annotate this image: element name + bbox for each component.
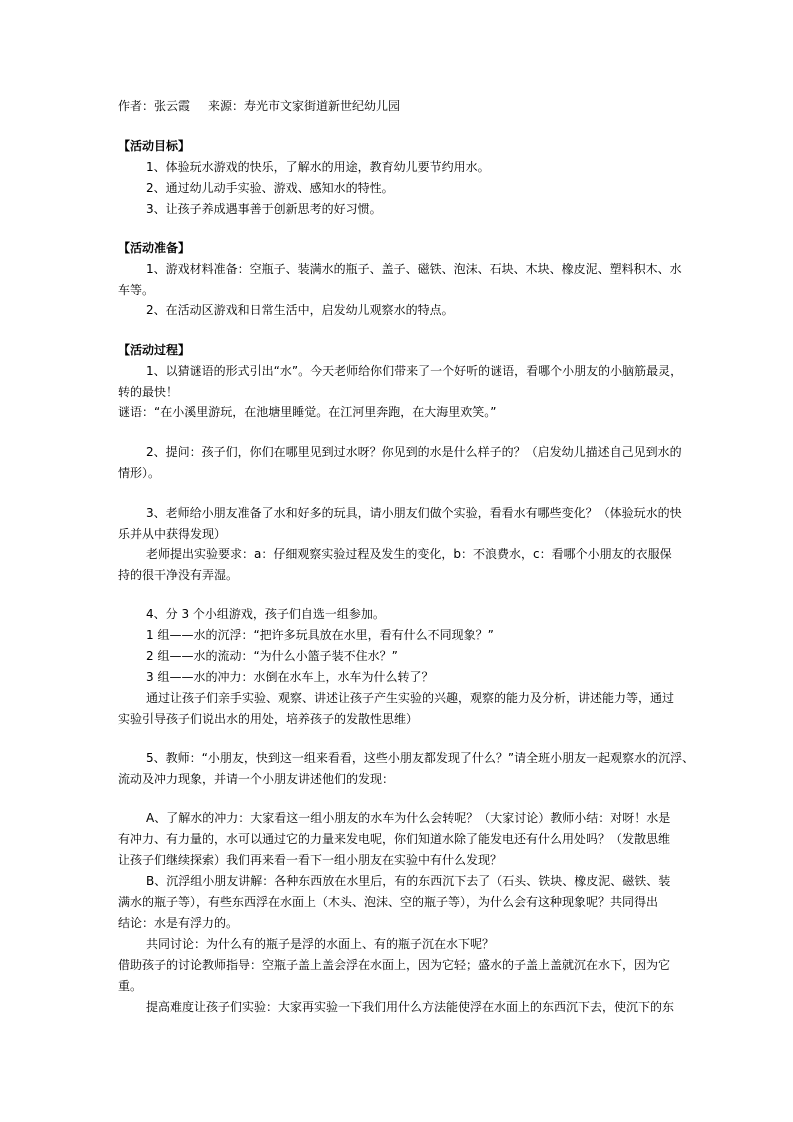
goal-item-1: 1、体验玩水游戏的快乐，了解水的用途，教育幼儿要节约用水。 xyxy=(146,160,490,174)
pB-line-1: B、沉浮组小朋友讲解：各种东西放在水里后，有的东西沉下去了（石头、铁块、橡皮泥、磁铁、装 xyxy=(146,874,671,888)
goal-item-3: 3、让孩子养成遇事善于创新思考的好习惯。 xyxy=(146,202,382,216)
pA-line-1: A、了解水的冲力：大家看这一组小朋友的水车为什么会转呢？（大家讨论）教师小结：对呀！水是 xyxy=(146,811,671,825)
pA-line-3: 让孩子们继续探索）我们再来看一看下一组小朋友在实验中有什么发现？ xyxy=(118,853,503,867)
p5-line-2: 流动及冲力现象，并请一个小朋友讲述他们的发现： xyxy=(118,772,395,786)
source: 来源：寿光市文家街道新世纪幼儿园 xyxy=(208,99,401,113)
p4-group-2: 2 组——水的流动：“为什么小篮子装不住水？” xyxy=(146,649,398,663)
p4-group-1: 1 组——水的沉浮：“把许多玩具放在水里，看有什么不同现象？” xyxy=(146,628,494,642)
p1-line-1: 1、以猜谜语的形式引出“水”。今天老师给你们带来了一个好听的谜语，看哪个小朋友的小脑筋最灵， xyxy=(146,364,683,378)
p2-line-1: 2、提问：孩子们，你们在哪里见到过水呀？你见到的水是什么样子的？（启发幼儿描述自己见到水的 xyxy=(146,445,682,459)
pB-line-2: 满水的瓶子等），有些东西浮在水面上（木头、泡沫、空的瓶子等），为什么会有这种现象呢？共同得出 xyxy=(118,895,659,909)
prep-heading: 【活动准备】 xyxy=(118,241,191,255)
author-line xyxy=(118,98,400,114)
p3-requirement-line-2: 持的很干净没有弄湿。 xyxy=(118,568,239,582)
process-heading: 【活动过程】 xyxy=(118,343,191,357)
p3-requirement-line-1: 老师提出实验要求：a：仔细观察实验过程及发生的变化，b：不浪费水，c：看哪个小朋友的衣服保 xyxy=(146,547,672,561)
p3-line-2: 乐并从中获得发现） xyxy=(118,527,227,541)
guide-line-2: 重。 xyxy=(118,979,143,993)
pA-line-2: 有冲力、有力量的，水可以通过它的力量来发电呢，你们知道水除了能发电还有什么用处吗？（发散思维 xyxy=(118,832,671,846)
p4-summary-line-2: 实验引导孩子们说出水的用处，培养孩子的发散性思维） xyxy=(118,712,419,726)
prep-item-2: 2、在活动区游戏和日常生活中，启发幼儿观察水的特点。 xyxy=(146,303,454,317)
author: 作者：张云霞 xyxy=(118,99,191,113)
advanced-line-1: 提高难度让孩子们实验：大家再实验一下我们用什么方法能使浮在水面上的东西沉下去，使沉下的东 xyxy=(146,1000,675,1014)
p4-intro: 4、分 3 个小组游戏，孩子们自选一组参加。 xyxy=(146,607,385,621)
p2-line-2: 情形）。 xyxy=(118,466,161,480)
p5-line-1: 5、教师：“小朋友，快到这一组来看看，这些小朋友都发现了什么？”请全班小朋友一起观察水的沉浮、 xyxy=(146,751,695,765)
goal-item-2: 2、通过幼儿动手实验、游戏、感知水的特性。 xyxy=(146,181,394,195)
discussion: 共同讨论：为什么有的瓶子是浮的水面上、有的瓶子沉在水下呢？ xyxy=(146,937,495,951)
p1-line-2: 转的最快！ xyxy=(118,385,179,399)
p3-line-1: 3、老师给小朋友准备了水和好多的玩具，请小朋友们做个实验，看看水有哪些变化？（体验玩水的快 xyxy=(146,506,682,520)
guide-line-1: 借助孩子的讨论教师指导：空瓶子盖上盖会浮在水面上，因为它轻；盛水的子盖上盖就沉在水下，因为它 xyxy=(118,958,671,972)
p4-group-3: 3 组——水的冲力：水倒在水车上，水车为什么转了？ xyxy=(146,670,434,684)
pB-line-3: 结论：水是有浮力的。 xyxy=(118,916,239,930)
goals-heading: 【活动目标】 xyxy=(118,139,191,153)
prep-item-1-line-2: 车等。 xyxy=(118,283,155,297)
riddle: 谜语：“在小溪里游玩，在池塘里睡觉。在江河里奔跑，在大海里欢笑。” xyxy=(118,405,497,419)
prep-item-1-line-1: 1、游戏材料准备：空瓶子、装满水的瓶子、盖子、磁铁、泡沫、石块、木块、橡皮泥、塑料积木、水 xyxy=(146,262,682,276)
p4-summary-line-1: 通过让孩子们亲手实验、观察、讲述让孩子产生实验的兴趣，观察的能力及分析，讲述能力等，通过 xyxy=(146,691,675,705)
